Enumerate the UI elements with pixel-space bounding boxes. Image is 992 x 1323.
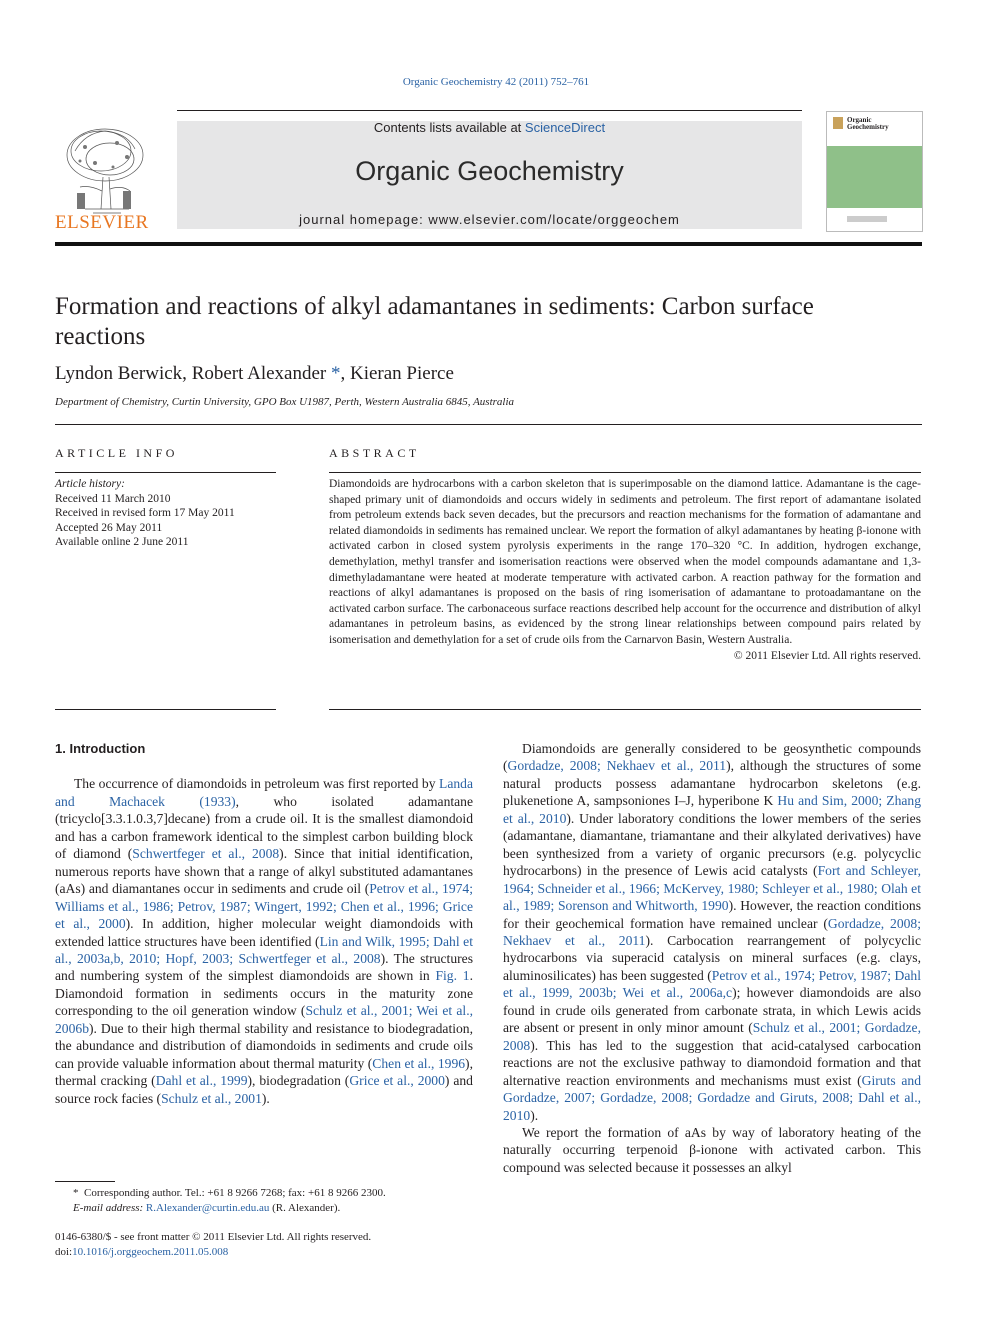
corresponding-author-mark[interactable]: *: [326, 363, 341, 384]
paragraph-text: ). Under laboratory conditions the lower members of the series (adamantane, diamantane, triamantane and their alkylated derivatives) have been synthesized from a variety of organic precursors (e.g. polycyclic hydrocarbons) in the presence of Lewis acid catalysts (: [503, 810, 921, 879]
cover-publisher-mark: [847, 216, 887, 222]
intro-paragraph-1: [55, 775, 473, 1107]
article-info-rule: [55, 472, 276, 473]
reference-link[interactable]: Petrov et al., 1974; Williams et al., 1986; Petrov, 1987; Wingert, 1992; Chen et al., 1996; Grice et al., 2000: [55, 881, 473, 932]
paragraph-text: ). Since that initial identification, numerous reports have shown that a range of alkyl substituted adamantanes (aAs) and diamantanes occur in sediments and crude oil (: [55, 846, 473, 897]
cover-green-band: [827, 146, 922, 208]
article-title: Formation and reactions of alkyl adamantanes in sediments: Carbon surface reactions: [55, 293, 814, 350]
reference-link[interactable]: Chen et al., 1996: [372, 1055, 466, 1071]
left-column: [55, 740, 473, 1107]
abstract-heading: ABSTRACT: [329, 446, 420, 460]
footnote-rule: [55, 1181, 115, 1182]
author-list: Lyndon Berwick, Robert Alexander *, Kieran Pierce: [55, 363, 454, 384]
journal-cover-thumbnail[interactable]: [826, 111, 923, 232]
paragraph-text: . Diamondoid formation in sediments occurs in the maturity zone corresponding to the oil generation window (: [55, 968, 473, 1019]
reference-link[interactable]: Landa and Machacek (1933): [55, 776, 473, 809]
paragraph-text: ). The structures and numbering system of the simplest diamondoids are shown in: [55, 950, 473, 984]
journal-citation[interactable]: Organic Geochemistry 42 (2011) 752–761: [402, 76, 590, 88]
reference-link[interactable]: Fort and Schleyer, 1964; Schneider et al., 1966; McKervey, 1980; Schleyer et al., 1980; Olah et al., 1989; Sorenson and Whitworth, 1990: [503, 863, 922, 914]
paragraph-text: ).: [530, 1107, 539, 1123]
reference-link[interactable]: Schulz et al., 2001; Gordadze, 2008: [503, 1020, 921, 1053]
intro-paragraph-3: We report the formation of aAs by way of laboratory heating of the naturally occurring terpenoid β-ionone with activated carbon. This compound was selected because it possesses an alkyl: [503, 1124, 921, 1175]
paragraph-text: ).: [261, 1090, 270, 1106]
reference-link[interactable]: Schulz et al., 2001; Wei et al., 2006b: [55, 1003, 474, 1036]
reference-link[interactable]: Lin and Wilk, 1995; Dahl et al., 2003a,b, 2010; Hopf, 2003; Schwertfeger et al., 2008: [55, 933, 473, 966]
paragraph-text: ). Carbocation rearrangement of polycyclic hydrocarbons via superacid catalysis on mineral surfaces (e.g. clays, aluminosilicates) has been suggested (: [503, 932, 921, 983]
reference-link[interactable]: Dahl et al., 1999: [155, 1073, 248, 1089]
cover-logo-icon: [833, 117, 843, 129]
reference-link[interactable]: Petrov et al., 1974; Petrov, 1987; Dahl et al., 1999, 2003b; Wei et al., 2006a,c: [503, 967, 921, 1001]
sciencedirect-link[interactable]: ScienceDirect: [524, 120, 606, 135]
right-column: [503, 740, 921, 1176]
paragraph-text: Diamondoids are generally considered to be geosynthetic compounds (: [503, 741, 921, 774]
abstract-bottom-rule: [329, 709, 921, 710]
reference-link[interactable]: Schulz et al., 2001: [161, 1090, 262, 1106]
article-info-heading: ARTICLE INFO: [55, 446, 178, 460]
section-heading-introduction: 1. Introduction: [55, 741, 146, 756]
abstract-body: Diamondoids are hydrocarbons with a carbon skeleton that is superimposable on the diamond lattice. Adamantane is the cage-shaped primary unit of diamondoids and occurs widely in sediments and petroleum. The first report of adamantane isolated from petroleum extends back seven decades, but the precursors and reaction mechanisms for the formation of adamantane and related diamondoids in sediments has remained unclear. We report the formation of alkyl adamantanes by heating β-ionone with activated carbon in closed system pyrolysis experiments in the range 170–320 °C. In addition, hydrogen exchange, demethylation, methyl transfer and isomerisation reactions were observed when the model compounds adamantane and 1,3-dimethyladamantane were heated at moderate temperature with activated carbon. A reaction pathway for the formation and reactions of alkyl adamantanes is proposed on the basis of ring isomerisation of adamantane to protoadamantane on the activated carbon surface. The carbonaceous surface reactions described help account for the occurrence and distribution of alkyl adamantanes in petroleum basins, as evidenced by the strong linear relationships between compound pairs related by isomerisation and demethylation for a set of crude oils from the Carnarvon Basin, Western Australia. © 2011 Elsevier Ltd. All rights reserved.: [329, 477, 921, 664]
article-history: Article history: Received 11 March 2010 Received in revised form 17 May 2011 Accepted 26 May 2011 Available online 2 June 2011: [55, 478, 235, 548]
reference-link[interactable]: Hu and Sim, 2000; Zhang et al., 2010: [503, 793, 921, 826]
affiliation: Department of Chemistry, Curtin University, GPO Box U1987, Perth, Western Australia 6845, Australia: [55, 396, 515, 408]
reference-link[interactable]: Fig. 1: [435, 968, 470, 984]
journal-name: Organic Geochemistry: [355, 156, 624, 186]
intro-paragraph-2: [503, 740, 921, 1124]
article-info-bottom-rule: [55, 709, 276, 710]
reference-link[interactable]: Grice et al., 2000: [349, 1073, 445, 1089]
header-thick-rule: [55, 242, 922, 246]
corresponding-footnote: * Corresponding author. Tel.: +61 8 9266 7268; fax: +61 8 9266 2300. E-mail address: R.Alexander@curtin.edu.au (R. Alexander).: [73, 1187, 386, 1214]
reference-link[interactable]: Gordadze, 2008; Nekhaev et al., 2011: [507, 758, 727, 774]
abstract-rule: [329, 472, 921, 473]
reference-link[interactable]: Giruts and Gordadze, 2007; Gordadze, 2008; Gordadze and Giruts, 2008; Dahl et al., 2010: [503, 1072, 921, 1123]
paragraph-text: ), biodegradation (: [247, 1073, 350, 1089]
reference-link[interactable]: Gordadze, 2008; Nekhaev et al., 2011: [503, 915, 921, 948]
copyright: © 2011 Elsevier Ltd. All rights reserved.: [733, 649, 921, 662]
doi-link[interactable]: 10.1016/j.orggeochem.2011.05.008: [72, 1245, 229, 1258]
cover-title: Organic Geochemistry: [847, 116, 889, 131]
paragraph-text: ) and source rock facies (: [55, 1073, 473, 1106]
elsevier-wordmark: ELSEVIER: [55, 212, 149, 233]
header-rule: [177, 110, 802, 111]
paragraph-text: ). In addition, higher molecular weight diamondoids with extended lattice structures have been identified (: [55, 916, 473, 949]
paragraph-text: ). Due to their high thermal stability and resistance to biodegradation, the abundance and distribution of diamondoids in sediments and crude oils can provide valuable information about thermal maturity (: [55, 1020, 473, 1071]
paragraph-text: ). However, the reaction conditions for their geochemical formation have remained unclear (: [503, 898, 921, 931]
paragraph-text: The occurrence of diamondoids in petroleum was first reported by: [74, 776, 440, 792]
paragraph-text: ); however diamondoids are also found in crude oils generated from carbonate strata, in which Lewis acids are absent or present in only minor amount (: [503, 985, 921, 1036]
title-rule: [55, 424, 922, 425]
paragraph-text: ). This has led to the suggestion that acid-catalysed carbocation reactions are not the exclusive pathway to diamondoid formation and that alternative reaction environments and mechanisms must exist (: [503, 1037, 921, 1088]
journal-homepage[interactable]: journal homepage: www.elsevier.com/locate/orggeochem: [299, 212, 680, 227]
paragraph-text: ), although the structures of some natural products possess adamantane hydrocarbon skeletons (e.g. plukenetione A, sampsoniones I–J, hyperibone K: [503, 758, 921, 809]
contents-line: Contents lists available at ScienceDirect: [373, 120, 606, 135]
paragraph-text: ), thermal cracking (: [55, 1055, 473, 1089]
paragraph-text: , who isolated adamantane (tricyclo[3.3.1.0.3,7]decane) from a crude oil. It is the smallest diamondoid and has a carbon framework identical to the simplest carbon building block of diamond (: [55, 793, 474, 862]
front-matter: 0146-6380/$ - see front matter © 2011 Elsevier Ltd. All rights reserved. doi:10.1016/j.orggeochem.2011.05.008: [55, 1231, 372, 1258]
reference-link[interactable]: Schwertfeger et al., 2008: [132, 846, 280, 862]
email-link[interactable]: R.Alexander@curtin.edu.au: [145, 1201, 270, 1214]
